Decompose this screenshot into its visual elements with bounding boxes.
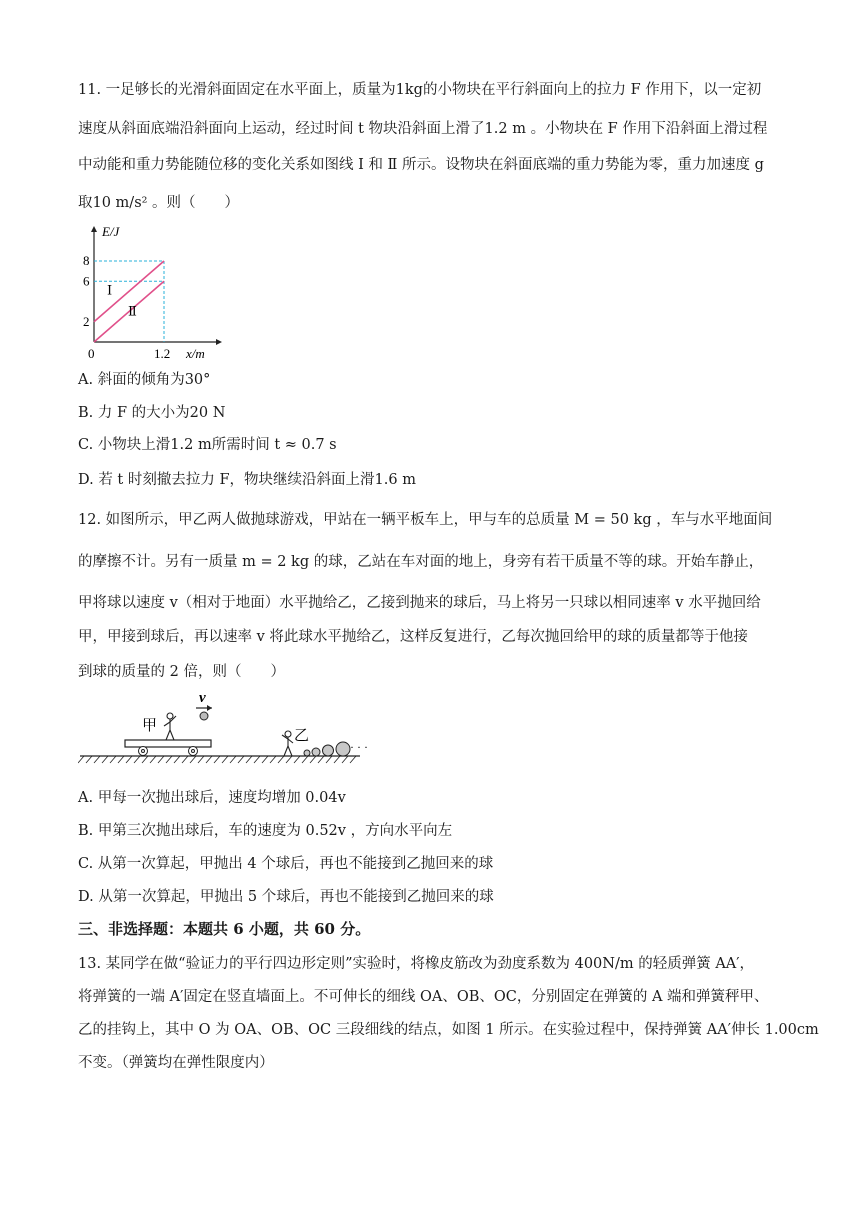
q11-energy-chart <box>78 222 228 362</box>
y-tick-label: 6 <box>83 273 90 289</box>
q12-line-5: 到球的质量的 2 倍，则（ ） <box>78 664 285 680</box>
cart-wheels <box>139 747 198 756</box>
x-tick-label: 0 <box>88 346 95 361</box>
q12-figure <box>78 688 368 768</box>
q12-line-4: 甲，甲接到球后，再以速率 v 将此球水平抛给乙，这样反复进行，乙每次抛回给甲的球的质量都等于他接 <box>78 629 748 645</box>
x-axis-label: x/m <box>186 346 205 361</box>
q13-line-3: 乙的挂钩上，其中 O 为 OA、OB、OC 三段细线的结点，如图 1 所示。在实验过程中，保持弹簧 AA′伸长 1.00cm <box>78 1022 819 1038</box>
series-label-1: Ⅰ <box>107 282 113 298</box>
thrown-ball <box>200 712 208 720</box>
q11-option-b: B. 力 F 的大小为20 N <box>78 405 226 421</box>
q11-line-4: 取10 m/s² 。则（ ） <box>78 195 240 211</box>
person-jia <box>164 713 176 740</box>
person-yi <box>282 731 293 756</box>
y-tick-label: 2 <box>83 313 90 329</box>
balls-on-ground <box>304 742 350 756</box>
x-axis-arrowhead <box>216 339 222 345</box>
q12-line-3: 甲将球以速度 v（相对于地面）水平抛给乙，乙接到抛来的球后，马上将另一只球以相同速率 v 水平抛回给 <box>78 595 761 611</box>
q11-option-a: A. 斜面的倾角为30° <box>78 372 211 388</box>
q12-figure-svg <box>78 688 368 768</box>
y-tick-label: 8 <box>83 253 90 268</box>
ground-hatch <box>78 756 356 763</box>
cart-body <box>125 740 211 747</box>
y-axis-label: E/J <box>102 224 120 239</box>
q12-line-2: 的摩擦不计。另有一质量 m = 2 kg 的球，乙站在车对面的地上，身旁有若干质量不等的球。开始车静止， <box>78 554 764 570</box>
q11-line-2: 速度从斜面底端沿斜面向上运动，经过时间 t 物块沿斜面上滑了1.2 m 。小物块在 F 作用下沿斜面上滑过程 <box>78 121 768 137</box>
more-balls-dots: · · · <box>350 740 368 754</box>
y-axis-arrowhead <box>91 226 97 232</box>
q12-line-1: 12. 如图所示，甲乙两人做抛球游戏，甲站在一辆平板车上，甲与车的总质量 M = 50 kg ，车与水平地面间 <box>78 512 773 528</box>
label-yi: 乙 <box>294 728 310 744</box>
q13-line-1: 13. 某同学在做“验证力的平行四边形定则”实验时，将橡皮筋改为劲度系数为 400N/m 的轻质弹簧 AA′， <box>78 956 755 972</box>
q11-option-c: C. 小物块上滑1.2 m所需时间 t ≈ 0.7 s <box>78 437 337 453</box>
label-jia: 甲 <box>142 718 158 734</box>
q13-line-4: 不变。（弹簧均在弹性限度内） <box>78 1055 274 1071</box>
section-3-title: 三、非选择题：本题共 6 小题，共 60 分。 <box>78 920 371 938</box>
q12-option-c: C. 从第一次算起，甲抛出 4 个球后，再也不能接到乙抛回来的球 <box>78 856 494 872</box>
q12-option-a: A. 甲每一次抛出球后，速度均增加 0.04v <box>78 790 346 806</box>
q11-line-3: 中动能和重力势能随位移的变化关系如图线 Ⅰ 和 Ⅱ 所示。设物块在斜面底端的重力势能为零，重力加速度 g <box>78 157 764 173</box>
q11-option-d: D. 若 t 时刻撤去拉力 F，物块继续沿斜面上滑1.6 m <box>78 472 416 488</box>
q13-line-2: 将弹簧的一端 A′固定在竖直墙面上。不可伸长的细线 OA、OB、OC，分别固定在弹簧的 A 端和弹簧秤甲、 <box>78 989 769 1005</box>
q11-line-1: 11. 一足够长的光滑斜面固定在水平面上，质量为1kg的小物块在平行斜面向上的拉力 F 作用下，以一定初 <box>78 82 762 98</box>
energy-chart-svg <box>78 222 228 362</box>
q12-option-d: D. 从第一次算起，甲抛出 5 个球后，再也不能接到乙抛回来的球 <box>78 889 494 905</box>
velocity-arrowhead <box>207 705 212 711</box>
velocity-label: v <box>199 690 206 706</box>
q12-option-b: B. 甲第三次抛出球后，车的速度为 0.52v ，方向水平向左 <box>78 823 453 839</box>
x-tick-label: 1.2 <box>154 346 171 361</box>
series-label-2: Ⅱ <box>128 303 137 319</box>
